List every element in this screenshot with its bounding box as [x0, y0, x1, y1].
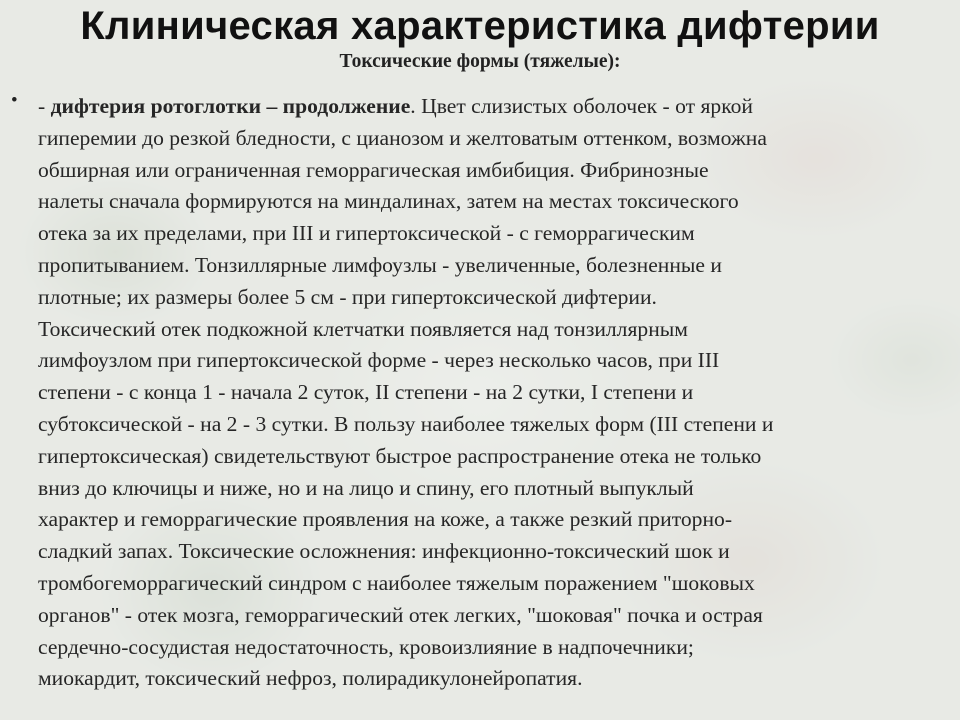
body-line: Токсический отек подкожной клетчатки появляется над тонзиллярным — [38, 316, 688, 341]
body-line: сладкий запах. Токсические осложнения: инфекционно-токсический шок и — [38, 539, 730, 564]
bullet-icon: • — [11, 90, 18, 111]
lead-prefix: - — [38, 94, 51, 118]
body-line: пропитыванием. Тонзиллярные лимфоузлы - увеличенные, болезненные и — [38, 252, 722, 277]
body-line: субтоксической - на 2 - 3 сутки. В пользу наиболее тяжелых форм (III степени и — [38, 411, 774, 436]
body-line: гипертоксическая) свидетельствуют быстрое распространение отека не только — [38, 443, 762, 468]
body-line: гиперемии до резкой бледности, с цианозом и желтоватым оттенком, возможна — [38, 125, 767, 150]
body-line-1 — [38, 91, 958, 123]
slide-title: Клиническая характеристика дифтерии — [80, 4, 880, 48]
body-line: лимфоузлом при гипертоксической форме - через несколько часов, при III — [38, 348, 720, 373]
body-line: миокардит, токсический нефроз, полирадикулонейропатия. — [38, 666, 583, 691]
body-line: органов" - отек мозга, геморрагический отек легких, "шоковая" почка и острая — [38, 602, 763, 627]
slide-subtitle: Токсические формы (тяжелые): — [339, 51, 621, 72]
body-line: вниз до ключицы и ниже, но и на лицо и спину, его плотный выпуклый — [38, 475, 694, 500]
lead-rest: . Цвет слизистых оболочек - от яркой — [410, 94, 753, 118]
body-line: плотные; их размеры более 5 см - при гипертоксической дифтерии. — [38, 284, 657, 309]
body-line: степени - с конца 1 - начала 2 суток, II степени - на 2 сутки, I степени и — [38, 380, 694, 405]
body-line: обширная или ограниченная геморрагическая имбибиция. Фибринозные — [38, 157, 709, 182]
body-line: отека за их пределами, при III и гипертоксической - с геморрагическим — [38, 221, 695, 246]
lead-bold-phrase: дифтерия ротоглотки – продолжение — [50, 94, 411, 118]
body-line: характер и геморрагические проявления на коже, а также резкий приторно- — [38, 507, 733, 532]
body-line: тромбогеморрагический синдром с наиболее тяжелым поражением "шоковых — [38, 570, 755, 595]
body-line: сердечно-сосудистая недостаточность, кровоизлияние в надпочечники; — [38, 634, 694, 659]
body-line: налеты сначала формируются на миндалинах, затем на местах токсического — [38, 189, 739, 214]
body-text — [38, 91, 958, 695]
